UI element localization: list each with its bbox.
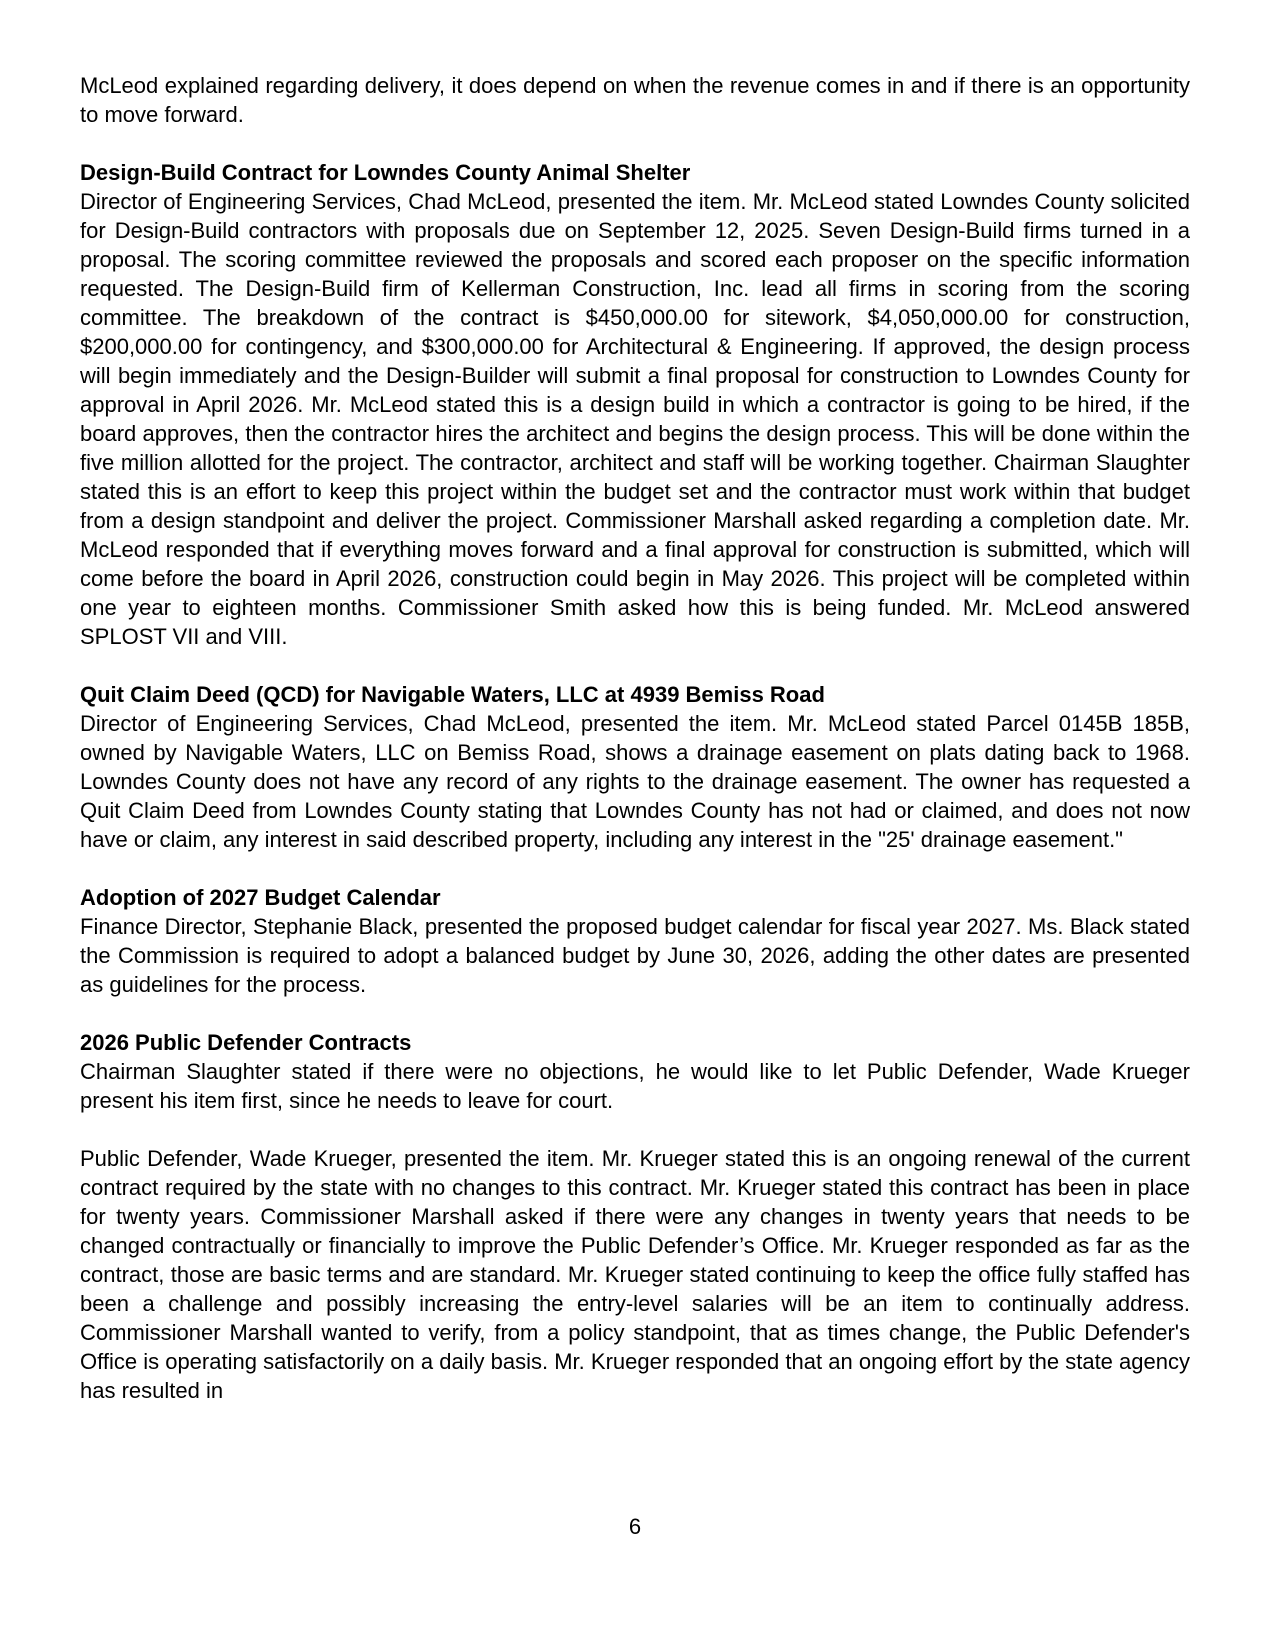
section-heading-public-defender-contracts: 2026 Public Defender Contracts (80, 1030, 412, 1055)
section-heading-design-build-contract: Design-Build Contract for Lowndes County Animal Shelter (80, 160, 691, 185)
section-heading-quit-claim-deed: Quit Claim Deed (QCD) for Navigable Waters, LLC at 4939 Bemiss Road (80, 682, 825, 707)
section-heading-budget-calendar: Adoption of 2027 Budget Calendar (80, 885, 441, 910)
paragraph-budget-calendar: Finance Director, Stephanie Black, presented the proposed budget calendar for fiscal year 2027. Ms. Black stated the Commission is required to adopt a balanced budget by June 30, 2026, adding the other dates are presented as guidelines for the process. (80, 914, 1190, 997)
paragraph-quit-claim-deed: Director of Engineering Services, Chad McLeod, presented the item. Mr. McLeod stated Parcel 0145B 185B, owned by Navigable Waters, LLC on Bemiss Road, shows a drainage easement on plats dating back to 1968. Lowndes County does not have any record of any rights to the drainage easement. The owner has requested a Quit Claim Deed from Lowndes County stating that Lowndes County has not had or claimed, and does not now have or claim, any interest in said described property, including any interest in the "25' drainage easement." (80, 711, 1190, 852)
paragraph-public-defender-presentation: Public Defender, Wade Krueger, presented the item. Mr. Krueger stated this is an ongoing renewal of the current contract required by the state with no changes to this contract. Mr. Krueger stated this contract has been in place for twenty years. Commissioner Marshall asked if there were any changes in twenty years that needs to be changed contractually or financially to improve the Public Defender’s Office. Mr. Krueger responded as far as the contract, those are basic terms and are standard. Mr. Krueger stated continuing to keep the office fully staffed has been a challenge and possibly increasing the entry-level salaries will be an item to continually address. Commissioner Marshall wanted to verify, from a policy standpoint, that as times change, the Public Defender's Office is operating satisfactorily on a daily basis. Mr. Krueger responded that an ongoing effort by the state agency has resulted in (80, 1146, 1190, 1403)
paragraph-design-build-contract: Director of Engineering Services, Chad McLeod, presented the item. Mr. McLeod stated Lowndes County solicited for Design-Build contractors with proposals due on September 12, 2025. Seven Design-Build firms turned in a proposal. The scoring committee reviewed the proposals and scored each proposer on the specific information requested. The Design-Build firm of Kellerman Construction, Inc. lead all firms in scoring from the scoring committee. The breakdown of the contract is $450,000.00 for sitework, $4,050,000.00 for construction, $200,000.00 for contingency, and $300,000.00 for Architectural & Engineering. If approved, the design process will begin immediately and the Design-Builder will submit a final proposal for construction to Lowndes County for approval in April 2026. Mr. McLeod stated this is a design build in which a contractor is going to be hired, if the board approves, then the contractor hires the architect and begins the design process. This will be done within the five million allotted for the project. The contractor, architect and staff will be working together. Chairman Slaughter stated this is an effort to keep this project within the budget set and the contractor must work within that budget from a design standpoint and deliver the project. Commissioner Marshall asked regarding a completion date. Mr. McLeod responded that if everything moves forward and a final approval for construction is submitted, which will come before the board in April 2026, construction could begin in May 2026. This project will be completed within one year to eighteen months. Commissioner Smith asked how this is being funded. Mr. McLeod answered SPLOST VII and VIII. (80, 189, 1190, 649)
paragraph-public-defender-intro: Chairman Slaughter stated if there were no objections, he would like to let Public Defender, Wade Krueger present his item first, since he needs to leave for court. (80, 1059, 1190, 1113)
paragraph-delivery-continuation: McLeod explained regarding delivery, it does depend on when the revenue comes in and if there is an opportunity to move forward. (80, 73, 1190, 127)
page-number: 6 (628, 1514, 642, 1539)
